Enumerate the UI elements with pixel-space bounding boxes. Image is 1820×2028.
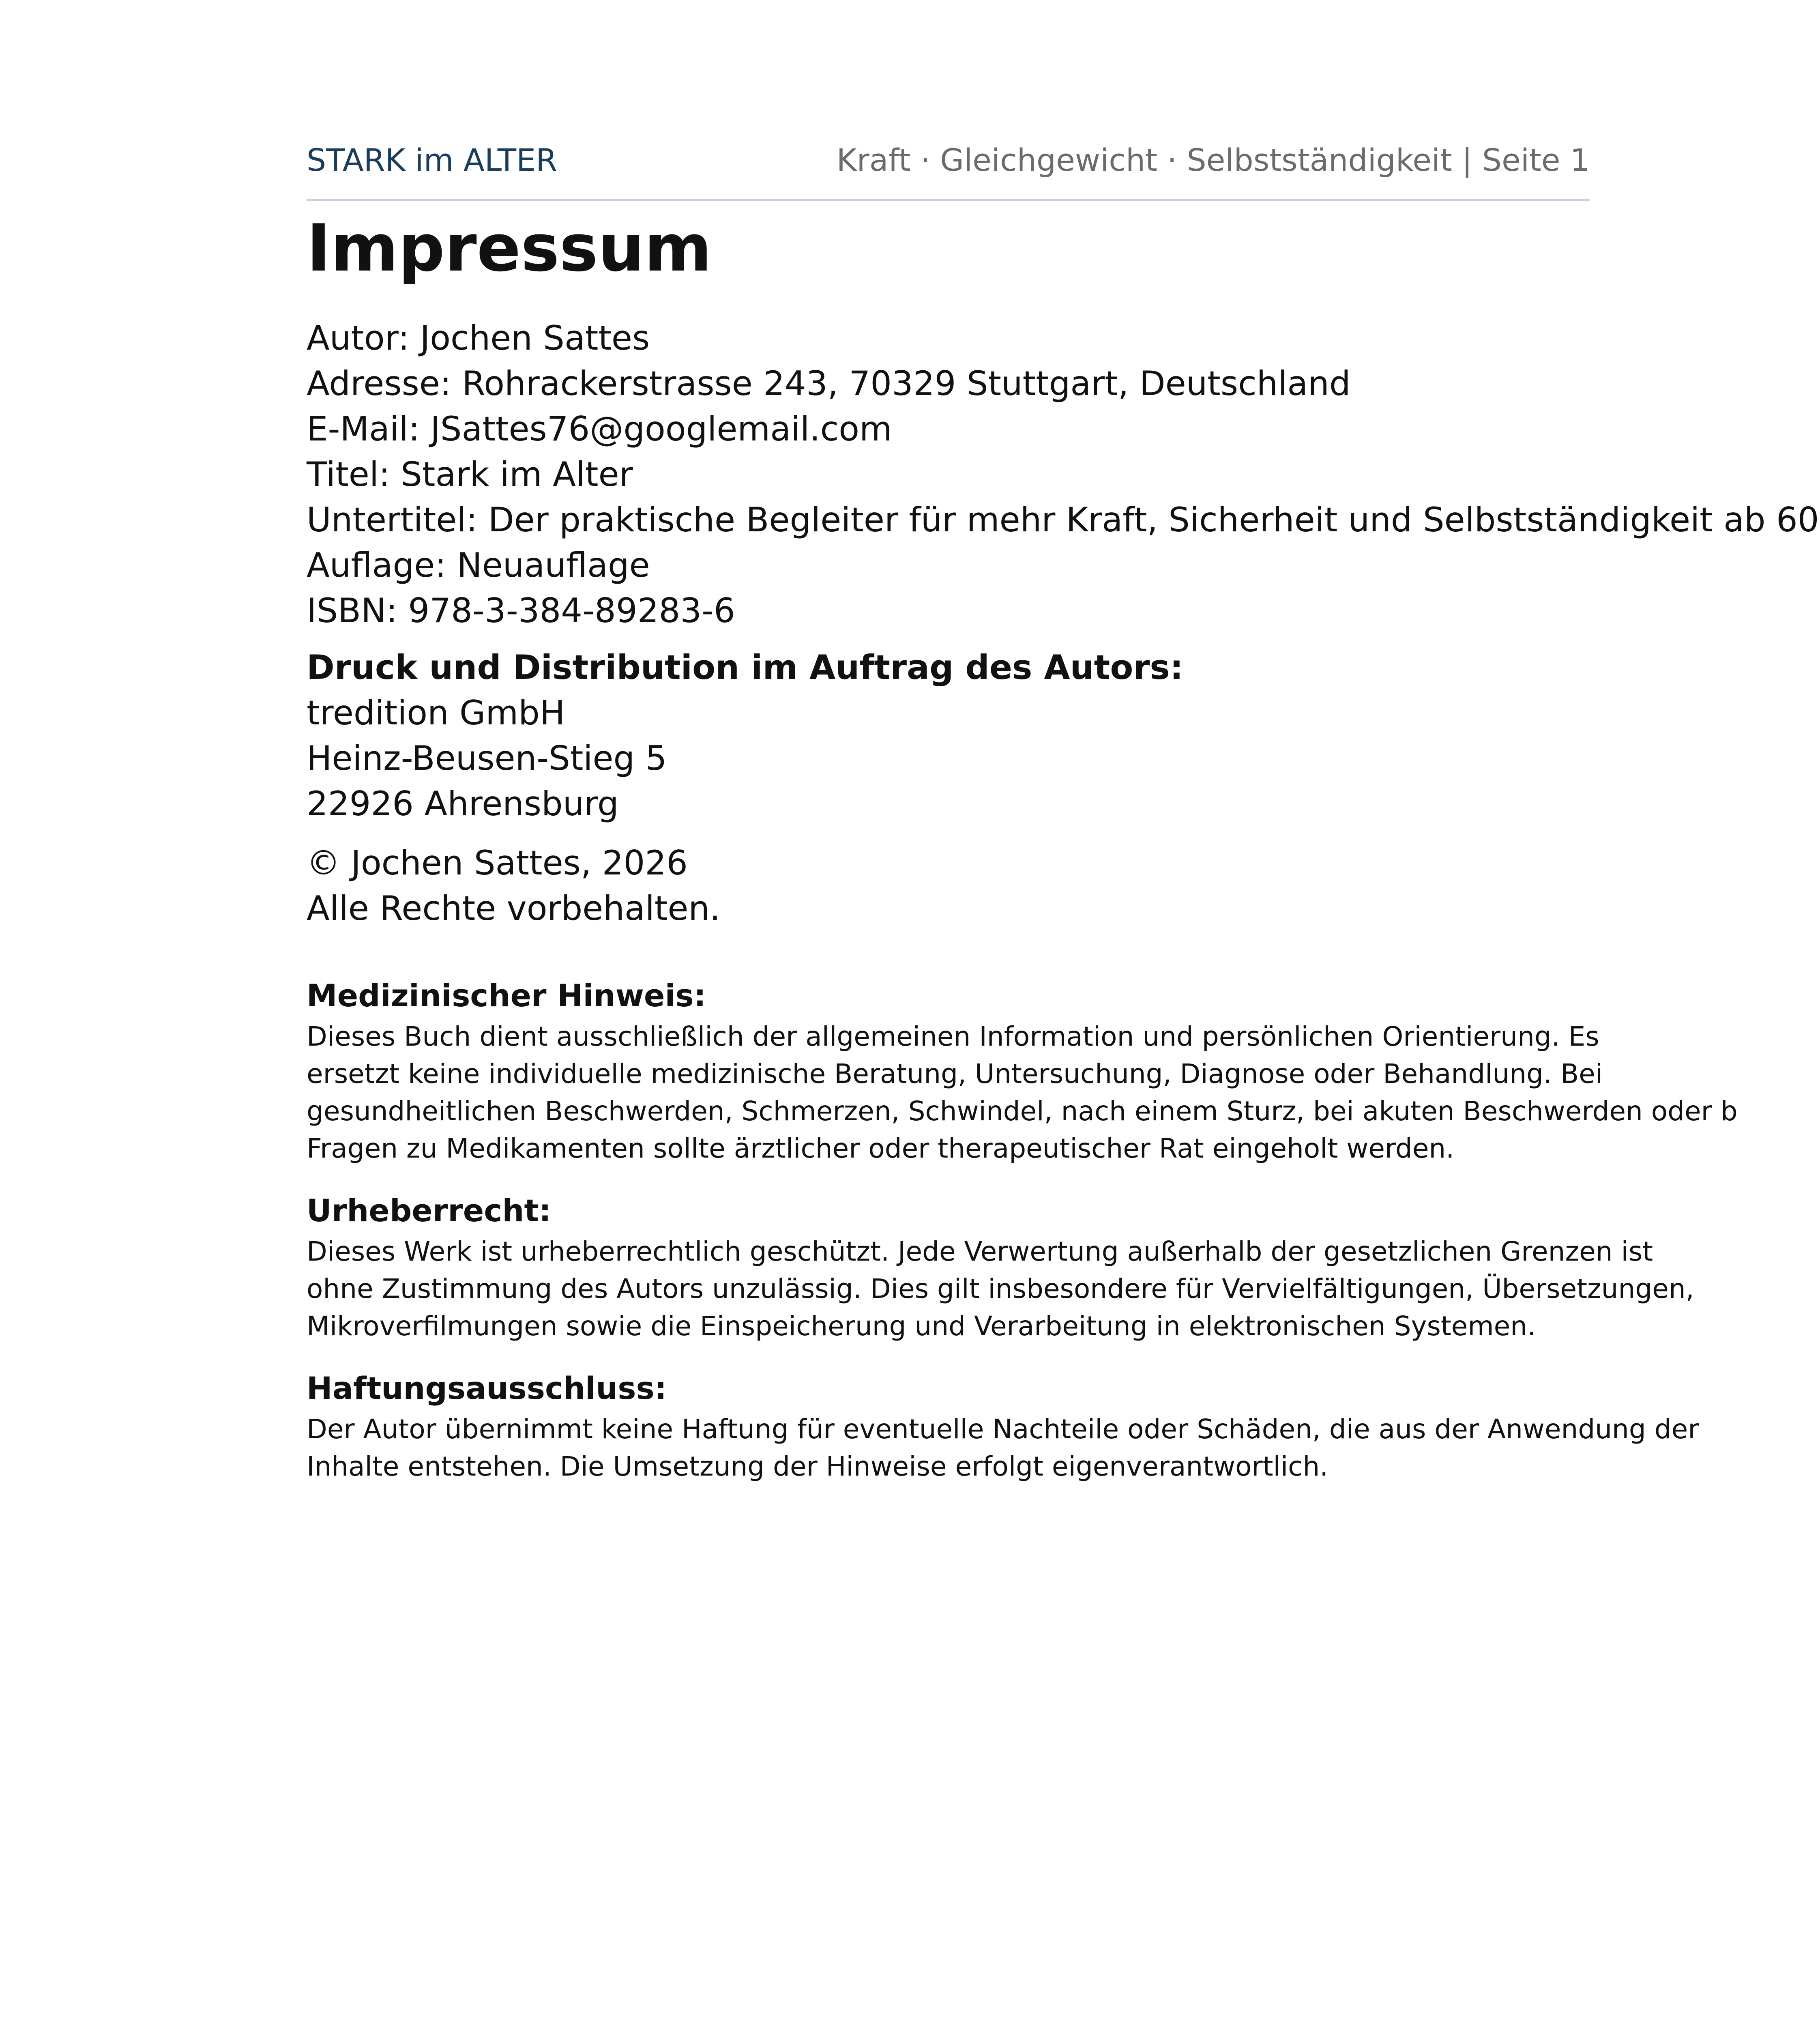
- copyright-line: © Jochen Sattes, 2026: [307, 843, 688, 883]
- subtitle-line: Untertitel: Der praktische Begleiter für mehr Kraft, Sicherheit und Selbstständigkeit ab 60: [307, 500, 1819, 539]
- page-header: [307, 142, 1590, 183]
- copyright-block: [307, 840, 720, 931]
- imprint-info: [307, 316, 1819, 634]
- book-title-line: Titel: Stark im Alter: [307, 455, 633, 494]
- liability-notice: [307, 1366, 1699, 1485]
- liability-notice-heading: Haftungsausschluss:: [307, 1370, 667, 1406]
- medical-notice: [307, 973, 1738, 1167]
- medical-notice-line: Dieses Buch dient ausschließlich der allgemeinen Information und persönlichen Orientierung. Es: [307, 1021, 1599, 1052]
- header-running-title: Kraft · Gleichgewicht · Selbstständigkeit | Seite 1: [836, 142, 1590, 178]
- copyright-notice: [307, 1188, 1694, 1345]
- liability-notice-line: Der Autor übernimmt keine Haftung für eventuelle Nachteile oder Schäden, die aus der Anwendung der: [307, 1414, 1699, 1445]
- print-distribution: [307, 645, 1183, 827]
- medical-notice-line: Fragen zu Medikamenten sollte ärztlicher oder therapeutischer Rat eingeholt werden.: [307, 1133, 1455, 1164]
- print-heading: Druck und Distribution im Auftrag des Autors:: [307, 648, 1183, 687]
- copyright-notice-heading: Urheberrecht:: [307, 1192, 552, 1229]
- print-street: Heinz-Beusen-Stieg 5: [307, 739, 667, 778]
- rights-reserved-line: Alle Rechte vorbehalten.: [307, 889, 721, 928]
- email-line: E-Mail: JSattes76@googlemail.com: [307, 409, 892, 449]
- copyright-notice-line: ohne Zustimmung des Autors unzulässig. Dies gilt insbesondere für Vervielfältigungen, Übersetzungen,: [307, 1273, 1694, 1304]
- print-company: tredition GmbH: [307, 693, 565, 733]
- header-divider: [307, 199, 1590, 201]
- medical-notice-line: ersetzt keine individuelle medizinische Beratung, Untersuchung, Diagnose oder Behandlung. Bei: [307, 1058, 1603, 1089]
- isbn-line: ISBN: 978-3-384-89283-6: [307, 591, 735, 630]
- print-city: 22926 Ahrensburg: [307, 784, 619, 823]
- copyright-notice-line: Dieses Werk ist urheberrechtlich geschützt. Jede Verwertung außerhalb der gesetzlichen Grenzen ist: [307, 1236, 1653, 1267]
- copyright-notice-line: Mikroverfilmungen sowie die Einspeicherung und Verarbeitung in elektronischen Systemen.: [307, 1310, 1536, 1342]
- header-brand: STARK im ALTER: [307, 142, 557, 178]
- page-title: Impressum: [307, 210, 712, 286]
- liability-notice-line: Inhalte entstehen. Die Umsetzung der Hinweise erfolgt eigenverantwortlich.: [307, 1451, 1329, 1482]
- edition-line: Auflage: Neuauflage: [307, 546, 650, 585]
- address-line: Adresse: Rohrackerstrasse 243, 70329 Stuttgart, Deutschland: [307, 364, 1351, 403]
- medical-notice-heading: Medizinischer Hinweis:: [307, 977, 706, 1014]
- medical-notice-line: gesundheitlichen Beschwerden, Schmerzen, Schwindel, nach einem Sturz, bei akuten Beschwerden oder b: [307, 1096, 1738, 1127]
- author-line: Autor: Jochen Sattes: [307, 318, 650, 358]
